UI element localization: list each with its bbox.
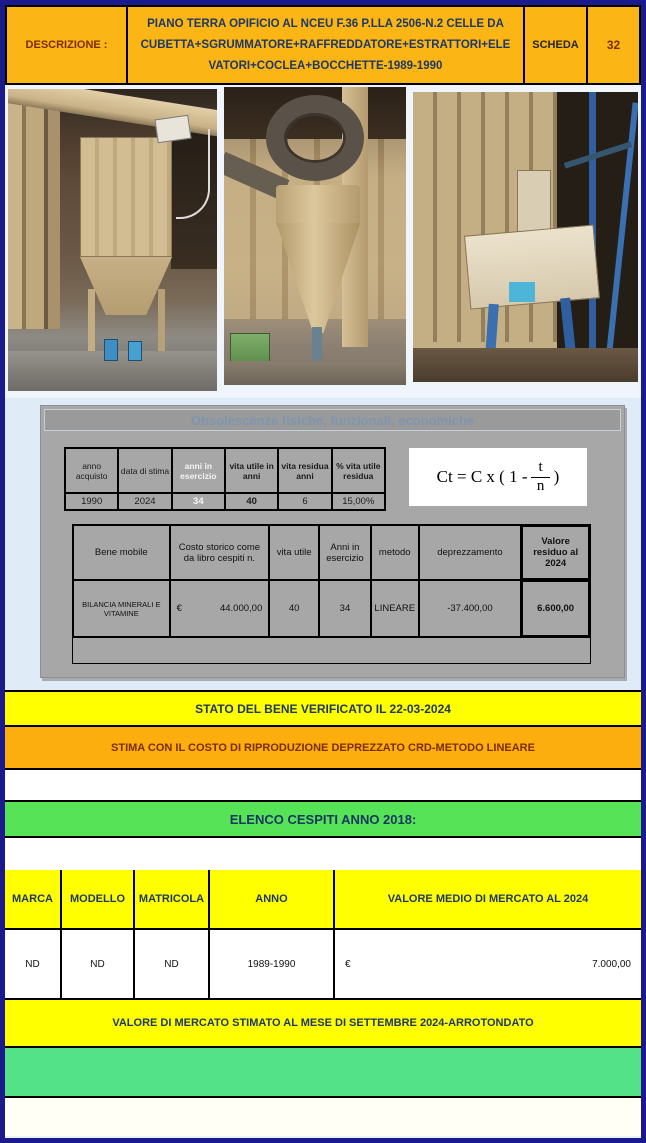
photo-cyclone-separator (224, 87, 405, 385)
formula-denominator: n (536, 477, 545, 494)
col-anno-acquisto: anno acquisto (65, 448, 118, 493)
description-line-3: VATORI+COCLEA+BOCCHETTE-1989-1990 (208, 59, 443, 72)
photo-extractor-machine (413, 92, 638, 382)
photo-dust-collector (8, 89, 217, 391)
col-anno: ANNO (210, 870, 335, 928)
scheda-label: SCHEDA (525, 7, 588, 83)
market-value-amount: 7.000,00 (592, 958, 631, 970)
cell-costo-storico (170, 580, 270, 637)
photo-art (128, 341, 142, 361)
photo-art (266, 95, 364, 181)
cell-anno: 1989-1990 (210, 930, 335, 998)
banner-green-empty (5, 1048, 641, 1098)
cell-vita-utile: 40 (269, 580, 319, 637)
formula-lhs: Ct = C x ( 1 - (436, 467, 528, 486)
asset-value-table (72, 524, 591, 664)
banner-stato-bene: STATO DEL BENE VERIFICATO IL 22-03-2024 (5, 690, 641, 727)
photo-art (8, 89, 60, 329)
cell-matricola: ND (135, 930, 210, 998)
col-costo-storico: Costo storico come da libro cespiti n. (170, 525, 270, 580)
col-marca: MARCA (5, 870, 62, 928)
obsolescence-section (5, 398, 641, 690)
spacer-row (5, 770, 641, 800)
life-table-and-formula (64, 447, 621, 511)
cell-deprezzamento: -37.400,00 (419, 580, 522, 637)
col-vita-utile-anni: vita utile in anni (225, 448, 278, 493)
photo-art (104, 339, 118, 361)
currency-symbol: € (345, 958, 351, 970)
col-vita-residua-anni: vita residua anni (278, 448, 331, 493)
val-vita-residua-anni: 6 (278, 493, 331, 510)
obsolescence-title: Obsolescenze fisiche, funzionali, economiche (44, 409, 621, 431)
col-data-di-stima: data di stima (118, 448, 171, 493)
cell-valore-residuo: 6.600,00 (521, 580, 590, 637)
col-metodo: metodo (371, 525, 419, 580)
description-text (128, 7, 525, 83)
cell-metodo: LINEARE (371, 580, 419, 637)
col-pct-vita-utile-residua: % vita utile residua (332, 448, 385, 493)
val-vita-utile-anni: 40 (225, 493, 278, 510)
asset-table-data-row (73, 580, 590, 637)
obsolescence-block (40, 405, 625, 678)
scheda-number: 32 (606, 38, 621, 52)
col-valore-medio-mercato: VALORE MEDIO DI MERCATO AL 2024 (387, 893, 589, 905)
cell-anni-esercizio: 34 (319, 580, 371, 637)
formula-fraction (531, 459, 549, 495)
photo-art (176, 129, 210, 219)
life-table (64, 447, 386, 511)
market-table-header-row (5, 870, 641, 930)
col-anni-esercizio: Anni in esercizio (319, 525, 371, 580)
spacer-row (5, 838, 641, 870)
banner-stima-crd: STIMA CON IL COSTO DI RIPRODUZIONE DEPREZZATO CRD-METODO LINEARE (5, 727, 641, 770)
description-label: DESCRIZIONE : (7, 7, 128, 83)
col-matricola: MATRICOLA (135, 870, 210, 928)
cell-modello: ND (62, 930, 135, 998)
currency-symbol: € (176, 603, 182, 614)
photo-art (224, 361, 405, 385)
col-valore-residuo: Valore residuo al 2024 (521, 525, 590, 580)
life-table-header-row (65, 448, 385, 493)
val-data-di-stima: 2024 (118, 493, 171, 510)
val-pct-vita-utile-residua: 15,00% (332, 493, 385, 510)
banner-valore-mercato: VALORE DI MERCATO STIMATO AL MESE DI SETTEMBRE 2024-ARROTONDATO (5, 1000, 641, 1048)
market-table-data-row (5, 930, 641, 1000)
asset-table-header-row (73, 525, 590, 580)
banner-elenco-cespiti: ELENCO CESPITI ANNO 2018: (5, 800, 641, 838)
col-anni-in-esercizio: anni in esercizio (172, 448, 225, 493)
description-header (5, 5, 641, 85)
photo-art (517, 170, 551, 232)
photo-art (413, 348, 638, 382)
col-vita-utile: vita utile (269, 525, 319, 580)
col-deprezzamento: deprezzamento (419, 525, 522, 580)
formula-rhs: ) (553, 467, 560, 486)
market-value-table (5, 870, 641, 1000)
cell-marca: ND (5, 930, 62, 998)
asset-table-empty-row (73, 637, 590, 663)
cell-bene-mobile: BILANCIA MINERALI E VITAMINE (73, 580, 170, 637)
col-modello: MODELLO (62, 870, 135, 928)
photo-art (80, 137, 172, 257)
photo-art (276, 185, 360, 225)
photo-strip (5, 85, 641, 398)
col-bene-mobile: Bene mobile (73, 525, 170, 580)
photo-art (509, 282, 535, 302)
cell-valore-mercato (335, 930, 641, 998)
depreciation-formula (409, 448, 587, 506)
life-table-value-row (65, 493, 385, 510)
costo-amount: 44.000,00 (219, 603, 263, 614)
description-line-2: CUBETTA+SGRUMMATORE+RAFFREDDATORE+ESTRATTORI+ELE (140, 38, 511, 51)
val-anni-in-esercizio: 34 (172, 493, 225, 510)
spacer-row-bottom (5, 1098, 641, 1136)
description-line-1: PIANO TERRA OPIFICIO AL NCEU F.36 P.LLA 2506-N.2 CELLE DA (147, 17, 504, 30)
formula-numerator: t (531, 459, 549, 477)
val-anno-acquisto: 1990 (65, 493, 118, 510)
